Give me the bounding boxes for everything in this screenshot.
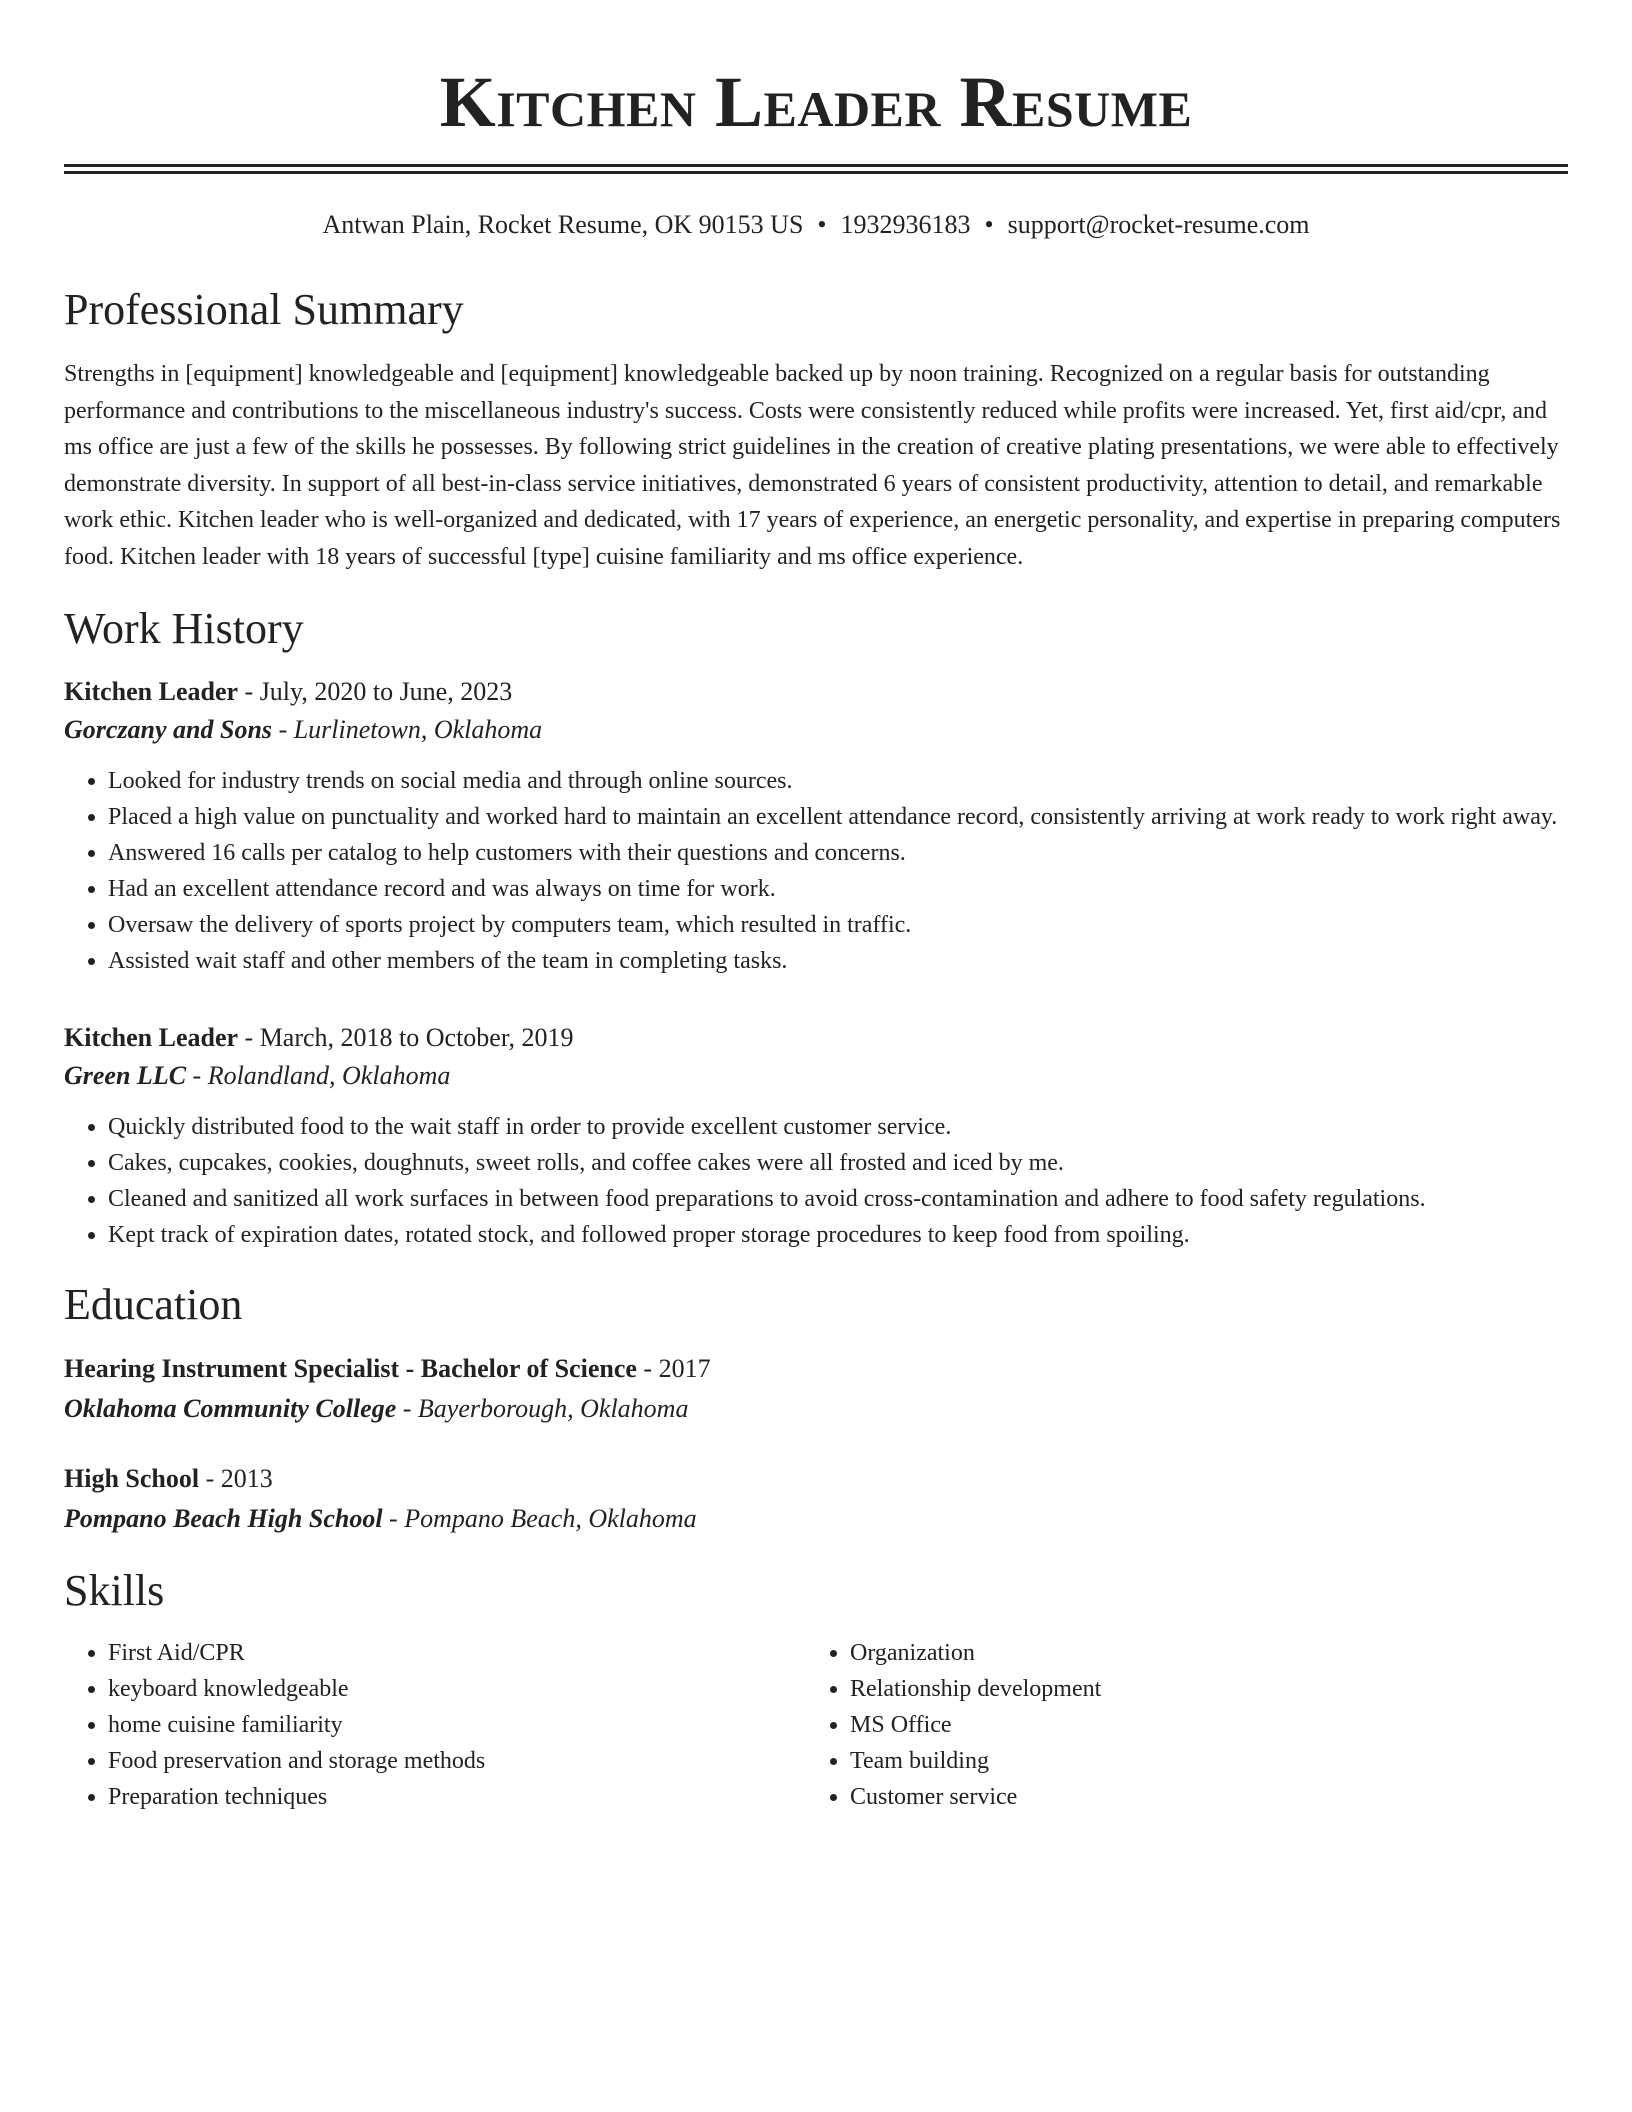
contact-separator: • [984,210,994,239]
education-degree-line [64,1349,1568,1389]
skill-item: • home cuisine familiarity [108,1707,806,1743]
job-bullet: • Quickly distributed food to the wait staff in order to provide excellent customer service. [108,1109,1568,1145]
education-school-line [64,1499,1568,1539]
job-bullet: • Placed a high value on punctuality and worked hard to maintain an excellent attendance record, consistently arriving at work ready to work right away. [108,799,1568,835]
education-entry [64,1459,1568,1539]
job-company: Gorczany and Sons [64,715,273,744]
section-heading-summary: Professional Summary [64,285,464,334]
skill-item: • Preparation techniques [108,1779,806,1815]
job-bullets [64,763,1568,979]
skills-columns [64,1635,1568,1815]
education-degree: Hearing Instrument Specialist - Bachelor of Science [64,1354,637,1383]
job-company: Green LLC [64,1061,187,1090]
job-bullet: • Oversaw the delivery of sports project by computers team, which resulted in traffic. [108,907,1568,943]
job-title-line [64,673,1568,711]
job-bullet: • Assisted wait staff and other members of the team in completing tasks. [108,943,1568,979]
education-degree-line [64,1459,1568,1499]
education-year: - 2013 [199,1464,273,1493]
job-bullet: • Kept track of expiration dates, rotated stock, and followed proper storage procedures to keep food from spoiling. [108,1217,1568,1253]
job-bullet: • Looked for industry trends on social media and through online sources. [108,763,1568,799]
job-bullets [64,1109,1568,1253]
education-school: Pompano Beach High School [64,1504,383,1533]
job-title: Kitchen Leader [64,677,239,706]
job-dates: - March, 2018 to October, 2019 [238,1023,574,1052]
skill-item: • First Aid/CPR [108,1635,806,1671]
section-heading-education: Education [64,1280,243,1329]
skills-list-left [64,1635,806,1815]
contact-address: Antwan Plain, Rocket Resume, OK 90153 US [322,210,804,239]
education-location: - Pompano Beach, Oklahoma [382,1504,697,1533]
job-location: - Rolandland, Oklahoma [186,1061,451,1090]
job-dates: - July, 2020 to June, 2023 [238,677,513,706]
contact-email: support@rocket-resume.com [1007,210,1310,239]
skills-list-right [806,1635,1548,1815]
education-school: Oklahoma Community College [64,1394,397,1423]
job-entry [64,673,1568,979]
job-bullet: • Answered 16 calls per catalog to help customers with their questions and concerns. [108,835,1568,871]
skill-item: • keyboard knowledgeable [108,1671,806,1707]
job-company-line [64,1057,1568,1095]
education-location: - Bayerborough, Oklahoma [396,1394,689,1423]
contact-phone: 1932936183 [840,210,971,239]
job-title: Kitchen Leader [64,1023,239,1052]
skill-item: • Relationship development [850,1671,1548,1707]
education-year: - 2017 [636,1354,711,1383]
job-bullet: • Cleaned and sanitized all work surfaces in between food preparations to avoid cross-contamination and adhere to food safety regulations. [108,1181,1568,1217]
education-entry [64,1349,1568,1429]
skill-item: • Customer service [850,1779,1548,1815]
section-heading-work-history: Work History [64,604,304,653]
education-degree: High School [64,1464,200,1493]
job-bullet: • Cakes, cupcakes, cookies, doughnuts, sweet rolls, and coffee cakes were all frosted and iced by me. [108,1145,1568,1181]
job-company-line [64,711,1568,749]
skill-item: • Food preservation and storage methods [108,1743,806,1779]
job-title-line [64,1019,1568,1057]
resume-title: Kitchen Leader Resume [439,62,1193,142]
skill-item: • Team building [850,1743,1548,1779]
job-location: - Lurlinetown, Oklahoma [272,715,543,744]
skill-item: • MS Office [850,1707,1548,1743]
contact-line [64,208,1568,242]
title-double-rule [64,164,1568,174]
section-heading-skills: Skills [64,1566,165,1615]
job-bullet: • Had an excellent attendance record and was always on time for work. [108,871,1568,907]
education-school-line [64,1389,1568,1429]
skill-item: • Organization [850,1635,1548,1671]
job-entry [64,1019,1568,1253]
contact-separator: • [817,210,827,239]
summary-text: Strengths in [equipment] knowledgeable and [equipment] knowledgeable backed up by noon training. Recognized on a regular basis for outstanding performance and contributions to the miscellaneous industry's success. Costs were consistently reduced while profits were increased. Yet, first aid/cpr, and ms office are just a few of the skills he possesses. By following strict guidelines in the creation of creative plating presentations, we were able to effectively demonstrate diversity. In support of all best-in-class service initiatives, demonstrated 6 years of consistent productivity, attention to detail, and remarkable work ethic. Kitchen leader who is well-organized and dedicated, with 17 years of experience, an energetic personality, and expertise in preparing computers food. Kitchen leader with 18 years of successful [type] cuisine familiarity and ms office experience. [64,361,1561,570]
